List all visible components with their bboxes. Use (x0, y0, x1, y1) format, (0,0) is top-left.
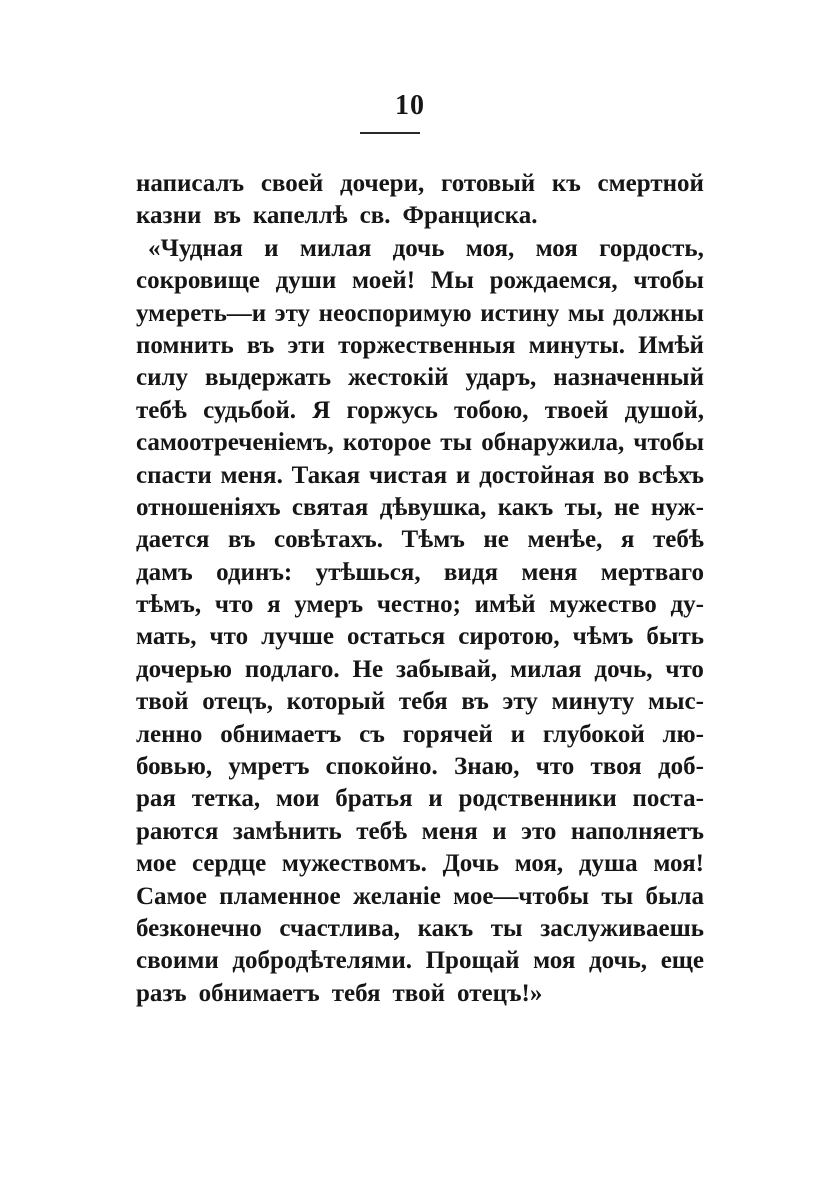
word: достойная (479, 461, 595, 489)
word: мужество (549, 591, 657, 619)
word: дочь (392, 234, 445, 262)
word: и (455, 461, 471, 489)
word: милая (299, 234, 372, 262)
word: менѣе, (527, 526, 603, 554)
word: силу (136, 364, 189, 392)
word: смертной (597, 170, 704, 197)
text-block (136, 168, 704, 1010)
word: къ (551, 170, 581, 197)
word: рая (136, 785, 176, 813)
word: ты (490, 914, 523, 942)
text-line (136, 751, 704, 783)
word: рождаемся, (489, 267, 618, 295)
word: моей! (352, 267, 416, 295)
word: выдержать (204, 364, 332, 392)
word: замѣнить (232, 817, 342, 845)
word: и (510, 720, 526, 748)
word: твоя (590, 753, 642, 781)
text-line (136, 719, 704, 751)
word: забывай, (395, 655, 498, 683)
word: счастлива, (279, 914, 401, 942)
word: во (603, 461, 630, 489)
word: Дочь (442, 850, 499, 878)
word: ты (440, 429, 473, 457)
text-line (136, 330, 704, 362)
word: твой (392, 979, 446, 1007)
word: Прощай (425, 947, 520, 975)
text-line (136, 978, 704, 1010)
word: сиротою, (458, 623, 560, 651)
word: тебя (398, 688, 448, 716)
text-line (136, 654, 704, 686)
word: души (275, 267, 337, 295)
word: и (264, 234, 279, 262)
word: мать, (136, 623, 197, 651)
text-line (136, 265, 704, 297)
word: тѣмъ, (136, 591, 202, 619)
word: меня. (220, 461, 283, 489)
word: эти (287, 331, 325, 359)
text-line (136, 589, 704, 621)
word: умереть—и (136, 299, 267, 327)
word: мое (136, 850, 177, 878)
word: еще (660, 947, 704, 975)
word: остаться (347, 623, 446, 651)
word: пламенное (219, 882, 341, 910)
text-line (136, 362, 704, 394)
word: отношеніяхъ (136, 493, 281, 521)
word: лю- (662, 720, 704, 748)
word: душа (578, 850, 638, 878)
word: раются (136, 817, 219, 845)
word: казни (136, 202, 202, 230)
word: эту (502, 688, 538, 716)
text-line (136, 298, 704, 330)
word: спокойно. (325, 753, 438, 781)
word: самоотреченіемъ, (136, 429, 334, 457)
word: минуту (551, 688, 635, 716)
word: жестокій (348, 364, 449, 392)
word: и (492, 817, 507, 845)
word: Знаю, (454, 753, 520, 781)
text-line (136, 686, 704, 718)
word: дочерью (136, 655, 232, 683)
word: обнаружила, (481, 429, 625, 457)
page-number: 10 (395, 90, 425, 121)
word: умретъ (228, 753, 310, 781)
word: что (665, 655, 704, 683)
word: сердце (192, 850, 267, 878)
word: совѣтахъ. (274, 526, 383, 554)
word: я (620, 526, 635, 554)
word: истину (480, 299, 560, 327)
word: братья (335, 785, 413, 813)
word: ду- (670, 591, 704, 619)
word: мужествомъ. (281, 850, 427, 878)
word: въ (461, 688, 489, 716)
word: ленно (136, 720, 203, 748)
word: милая (510, 655, 582, 683)
word: ты (601, 882, 634, 910)
word: Франциска. (402, 202, 538, 230)
word: написалъ (136, 170, 245, 197)
word: сокровище (136, 267, 260, 295)
word: что (535, 753, 575, 781)
word: тебѣ (136, 396, 187, 424)
word: обнимаетъ (220, 720, 342, 748)
word: дается (136, 526, 210, 554)
word: не (483, 526, 509, 554)
word: мое—чтобы (453, 882, 590, 910)
word: спасти (136, 461, 212, 489)
word: Я (312, 396, 331, 424)
text-line (136, 621, 704, 653)
word: моя, (465, 234, 515, 262)
text-line (136, 395, 704, 427)
word: дамъ (136, 558, 193, 586)
word: тебѣ (653, 526, 704, 554)
page-number-rule (360, 132, 420, 134)
word: видя (443, 558, 498, 586)
word: дочь, (594, 655, 653, 683)
text-line (136, 524, 704, 556)
word: ты, (564, 493, 603, 521)
text-line (136, 913, 704, 945)
word: меня (421, 817, 478, 845)
word: обнимаетъ (198, 979, 320, 1007)
word: бовью, (136, 753, 213, 781)
word: тобою, (454, 396, 529, 424)
word: Тѣмъ (401, 526, 465, 554)
word: ударъ, (465, 364, 537, 392)
word: торжественныя (338, 331, 516, 359)
word: съ (359, 720, 385, 748)
word: меня (521, 558, 578, 586)
word: быть (646, 623, 704, 651)
word: утѣшься, (315, 558, 421, 586)
word: тетка, (191, 785, 261, 813)
word: въ (228, 526, 256, 554)
word: добродѣтелями. (232, 947, 412, 975)
word: душой, (624, 396, 704, 424)
word: нуж- (650, 493, 704, 521)
word: родственники (458, 785, 617, 813)
word: имѣй (474, 591, 536, 619)
word: тебѣ (356, 817, 408, 845)
word: который (286, 688, 386, 716)
word: Мы (430, 267, 474, 295)
word: дѣвушка, (379, 493, 487, 521)
text-line (136, 460, 704, 492)
word: безконечно (136, 914, 262, 942)
word: минуты. (528, 331, 625, 359)
word: разъ (136, 979, 187, 1007)
word: что (209, 623, 249, 651)
word: въ (246, 331, 275, 359)
text-line (136, 492, 704, 524)
word: горячей (402, 720, 493, 748)
word: чѣмъ (572, 623, 634, 651)
word: лучше (261, 623, 334, 651)
word: готовый (440, 170, 536, 197)
word: назначенный (553, 364, 704, 392)
word: твоей (544, 396, 609, 424)
word: мыс- (647, 688, 704, 716)
word: подлаго. (244, 655, 340, 683)
word: должны (613, 299, 704, 327)
word: была (645, 882, 704, 910)
text-line (136, 945, 704, 977)
word: своими (136, 947, 219, 975)
text-line (136, 783, 704, 815)
word: моя (533, 947, 576, 975)
word: не (614, 493, 640, 521)
word: Такая (291, 461, 361, 489)
word: Не (352, 655, 384, 683)
word: одинъ: (216, 558, 293, 586)
word: своей (260, 170, 324, 197)
word: что (214, 591, 254, 619)
text-line (136, 168, 704, 200)
word: всѣхъ (637, 461, 704, 489)
word: дочери, (339, 170, 425, 197)
word: которое (342, 429, 432, 457)
word: какъ (497, 493, 554, 521)
word: «Чудная (148, 234, 243, 262)
word: капеллѣ (252, 202, 348, 230)
word: Имѣй (638, 331, 704, 359)
word: отецъ, (202, 688, 273, 716)
word: въ (213, 202, 241, 230)
word: и (428, 785, 443, 813)
word: глубокой (542, 720, 645, 748)
word: мы (567, 299, 605, 327)
word: это (521, 817, 557, 845)
word: я (267, 591, 281, 619)
text-line (136, 427, 704, 459)
word: чтобы (633, 429, 704, 457)
word: св. (359, 202, 391, 230)
word: мертваго (600, 558, 704, 586)
word: тебя (331, 979, 381, 1007)
word: святая (291, 493, 369, 521)
word: твой (136, 688, 189, 716)
text-line (136, 557, 704, 589)
text-line (136, 881, 704, 913)
word: доб- (657, 753, 704, 781)
word: отецъ!» (457, 979, 543, 1007)
word: умеръ (294, 591, 364, 619)
word: моя! (653, 850, 704, 878)
text-line (136, 233, 704, 265)
word: моя, (514, 850, 564, 878)
word: гордость, (599, 234, 704, 262)
word: поста- (632, 785, 704, 813)
word: чистая (368, 461, 448, 489)
word: моя (535, 234, 578, 262)
word: какъ (417, 914, 474, 942)
word: чтобы (633, 267, 704, 295)
word: помнить (136, 331, 234, 359)
text-line (136, 200, 704, 232)
text-line (136, 848, 704, 880)
word: наполняетъ (570, 817, 704, 845)
word: желаніе (352, 882, 441, 910)
word: мои (275, 785, 320, 813)
word: дочь, (588, 947, 648, 975)
word: судьбой. (203, 396, 296, 424)
word: честно; (376, 591, 461, 619)
text-line (136, 816, 704, 848)
word: горжусь (346, 396, 438, 424)
word: неоспоримую (318, 299, 472, 327)
word: эту (274, 299, 311, 327)
word: заслуживаешь (540, 914, 704, 942)
word: Самое (136, 882, 207, 910)
